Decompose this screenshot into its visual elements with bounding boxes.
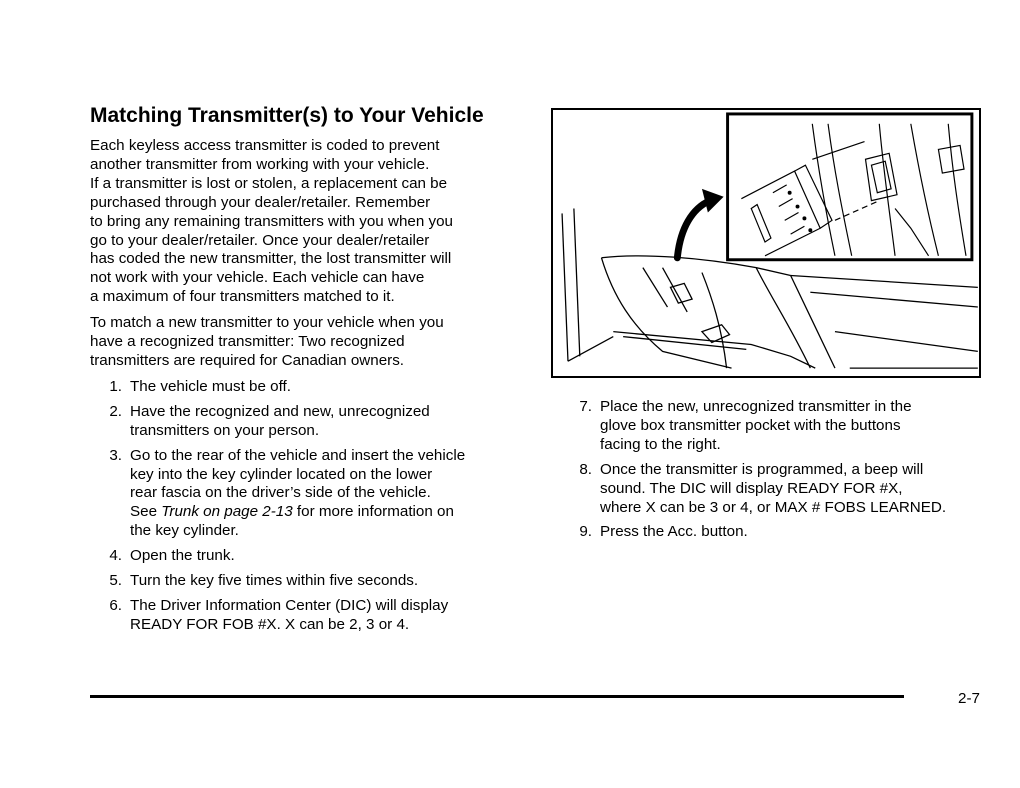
text-line: transmitters on your person. — [130, 421, 320, 439]
step-text — [122, 547, 235, 566]
text-line: another transmitter from working with your vehicle. — [90, 155, 430, 173]
text-line: Each keyless access transmitter is coded to prevent — [90, 137, 440, 154]
footer-rule — [90, 695, 904, 698]
text-line: facing to the right. — [600, 435, 721, 453]
step-text — [122, 403, 430, 441]
left-column — [90, 137, 525, 641]
text-line: transmitters are required for Canadian owners. — [90, 351, 405, 369]
text-line: Have the recognized and new, unrecognized — [130, 402, 430, 420]
step-1 — [90, 378, 525, 397]
text-line: glove box transmitter pocket with the buttons — [600, 416, 901, 434]
text-line: has coded the new transmitter, the lost transmitter will — [90, 250, 452, 268]
text-line: not work with your vehicle. Each vehicle can have — [90, 269, 425, 287]
text-line: If a transmitter is lost or stolen, a replacement can be — [90, 174, 448, 192]
text-line: The vehicle must be off. — [130, 377, 291, 395]
text-line: READY FOR FOB #X. X can be 2, 3 or 4. — [130, 615, 410, 633]
text-line: have a recognized transmitter: Two recognized — [90, 333, 405, 351]
text-line: Go to the rear of the vehicle and insert the vehicle — [130, 446, 466, 464]
step-5 — [90, 572, 525, 591]
step-text — [592, 523, 748, 542]
step-number: 3. — [109, 446, 122, 464]
trunk-page-reference[interactable]: Trunk on page 2-13 — [161, 503, 293, 521]
step-text — [122, 378, 291, 397]
step-text — [122, 572, 418, 591]
step-text — [592, 398, 912, 455]
text-line: Open the trunk. — [130, 547, 235, 565]
step-text — [592, 461, 946, 518]
text-line: sound. The DIC will display READY FOR #X, — [600, 479, 903, 497]
step-6 — [90, 597, 525, 635]
text-line: key into the key cylinder located on the lower — [130, 465, 433, 483]
step-number: 5. — [109, 572, 122, 590]
text-line: the key cylinder. — [130, 522, 239, 540]
step-number: 9. — [579, 523, 592, 541]
step-9 — [560, 523, 990, 542]
step-number: 4. — [109, 547, 122, 565]
steps-list — [90, 378, 525, 635]
text-line: go to your dealer/retailer. Once your dealer/retailer — [90, 231, 430, 249]
text-line: rear fascia on the driver’s side of the vehicle. — [130, 484, 431, 502]
glove-box-illustration — [551, 108, 981, 378]
text-line: where X can be 3 or 4, or MAX # FOBS LEARNED. — [600, 498, 947, 516]
text-line: Once the transmitter is programmed, a beep will — [600, 460, 924, 478]
text-line: purchased through your dealer/retailer. Remember — [90, 193, 431, 211]
text-line — [130, 503, 465, 522]
intro-paragraph — [90, 137, 525, 307]
text-line: to bring any remaining transmitters with you when you — [90, 212, 453, 230]
step-number: 8. — [579, 460, 592, 478]
step-8 — [560, 461, 990, 518]
page-number: 2-7 — [958, 690, 980, 707]
reference-trailing-text: for more information on — [292, 503, 454, 521]
step-number: 1. — [109, 377, 122, 395]
text-line: Place the new, unrecognized transmitter in the — [600, 398, 912, 415]
step-number: 7. — [579, 398, 592, 415]
right-column — [560, 398, 990, 548]
text-line: The Driver Information Center (DIC) will display — [130, 596, 449, 614]
step-7 — [560, 398, 990, 455]
page-title: Matching Transmitter(s) to Your Vehicle — [90, 104, 484, 127]
glove-box-transmitter-pocket-drawing — [553, 110, 979, 376]
step-2 — [90, 403, 525, 441]
step-text — [122, 597, 448, 635]
step-3 — [90, 447, 525, 542]
text-line: Turn the key five times within five seconds. — [130, 572, 419, 590]
text-line: a maximum of four transmitters matched to it. — [90, 288, 395, 306]
text-line: To match a new transmitter to your vehicle when you — [90, 314, 444, 332]
step-number: 2. — [109, 402, 122, 420]
match-paragraph — [90, 314, 525, 371]
steps-list-continued — [560, 398, 990, 542]
text-line: Press the Acc. button. — [600, 523, 748, 541]
see-text: See — [130, 503, 162, 521]
step-4 — [90, 547, 525, 566]
step-number: 6. — [109, 596, 122, 614]
step-text — [122, 447, 465, 542]
